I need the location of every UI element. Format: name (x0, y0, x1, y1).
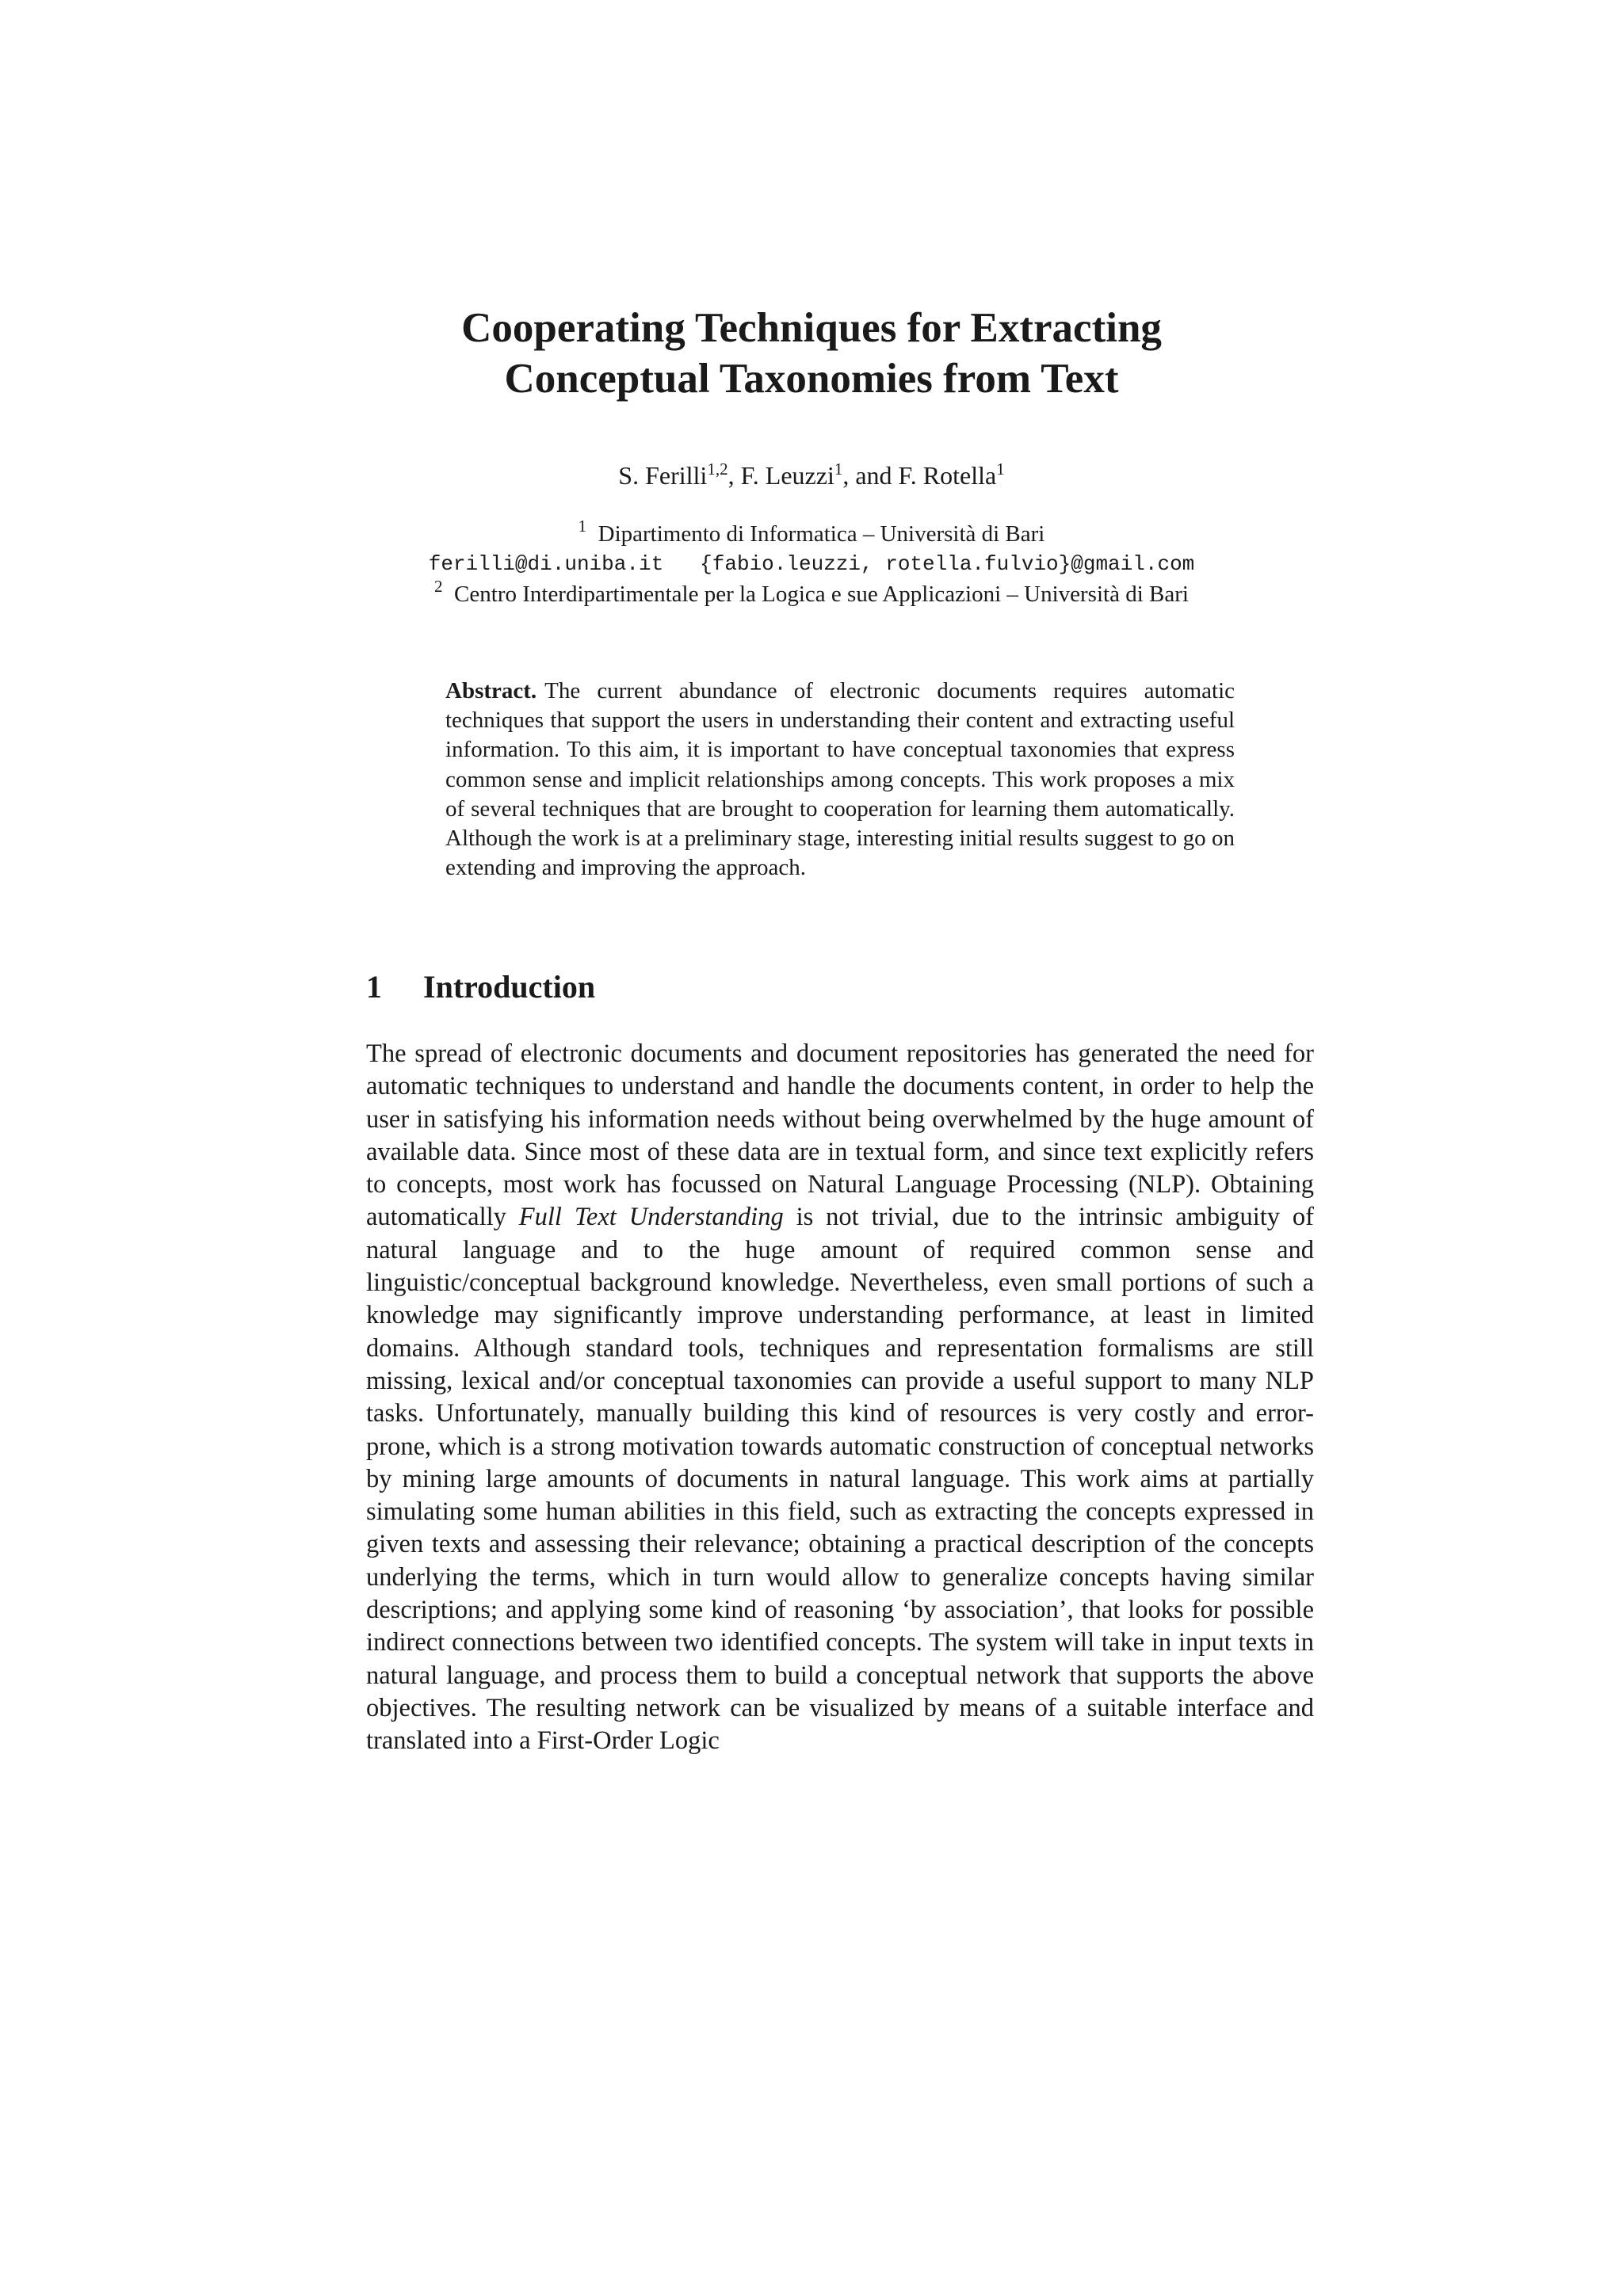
paragraph-text: is not trivial, due to the intrinsic ambiguity of natural language and to the huge amount of required common sense and linguistic/conceptual background knowledge. Nevertheless, even small portions of such a knowledge may significantly improve understanding performance, at least in limited domains. Although standard tools, techniques and representation formalisms are still missing, lexical and/or conceptual taxonomies can provide a useful support to many NLP tasks. Unfortunately, manually building this kind of resources is very costly and error-prone, which is a strong motivation towards automatic construction of conceptual networks by mining large amounts of documents in natural language. This work aims at partially simulating some human abilities in this field, such as extracting the concepts expressed in given texts and assessing their relevance; obtaining a practical description of the concepts underlying the terms, which in turn would allow to generalize concepts having similar descriptions; and applying some kind of reasoning ‘by association’, that looks for possible indirect connections between two identified concepts. The system will take in input texts in natural language, and process them to build a conceptual network that supports the above objectives. The resulting network can be visualized by means of a suitable interface and translated into a First-Order Logic (366, 1203, 1314, 1756)
title-line-2: Conceptual Taxonomies from Text (504, 356, 1119, 402)
author-separator: , and (842, 461, 899, 490)
paragraph-text: The spread of electronic documents and document repositories has generated the need for automatic techniques to understand and handle the documents content, in order to help the user in satisfying his information needs without being overwhelmed by the huge amount of available data. Since most of these data are in textual form, and since text explicitly refers to concepts, most work has focussed on Natural Language Processing (NLP). Obtaining automatically (366, 1039, 1314, 1232)
abstract-label: Abstract. (445, 678, 537, 704)
email-address: ferilli@di.uniba.it (428, 552, 664, 576)
affiliation-mark: 1 (578, 517, 587, 536)
author-list (0, 460, 1623, 491)
affiliation-text: Dipartimento di Informatica – Università di Bari (598, 521, 1045, 547)
email-line (0, 550, 1623, 578)
introduction-paragraph (366, 1038, 1314, 1758)
affiliation-2 (0, 577, 1623, 608)
author-affiliation-mark: 1 (834, 460, 843, 479)
title-line-1: Cooperating Techniques for Extracting (461, 305, 1162, 351)
affiliation-mark: 2 (434, 577, 443, 596)
author-name: F. Rotella (898, 461, 997, 490)
affiliation-text: Centro Interdipartimentale per la Logica e sue Applicazioni – Università di Bari (454, 582, 1189, 607)
section-number: 1 (366, 969, 382, 1005)
abstract-text: The current abundance of electronic documents requires automatic techniques that support the users in understanding their content and extracting useful information. To this aim, it is important to have conceptual taxonomies that express common sense and implicit relationships among concepts. This work proposes a mix of several techniques that are brought to cooperation for learning them automatically. Although the work is at a preliminary stage, interesting initial results suggest to go on extending and improving the approach. (445, 678, 1235, 881)
affiliation-1 (0, 517, 1623, 548)
abstract (445, 677, 1235, 883)
author-name: F. Leuzzi (740, 461, 834, 490)
author-separator: , (727, 461, 741, 490)
email-address: {fabio.leuzzi, rotella.fulvio}@gmail.com (700, 552, 1195, 576)
author-affiliation-mark: 1,2 (707, 460, 728, 479)
paper-title (0, 303, 1623, 404)
author-name: S. Ferilli (618, 461, 708, 490)
author-affiliation-mark: 1 (996, 460, 1005, 479)
section-heading (366, 968, 595, 1006)
emphasized-term: Full Text Understanding (518, 1203, 784, 1232)
section-title: Introduction (423, 969, 596, 1005)
